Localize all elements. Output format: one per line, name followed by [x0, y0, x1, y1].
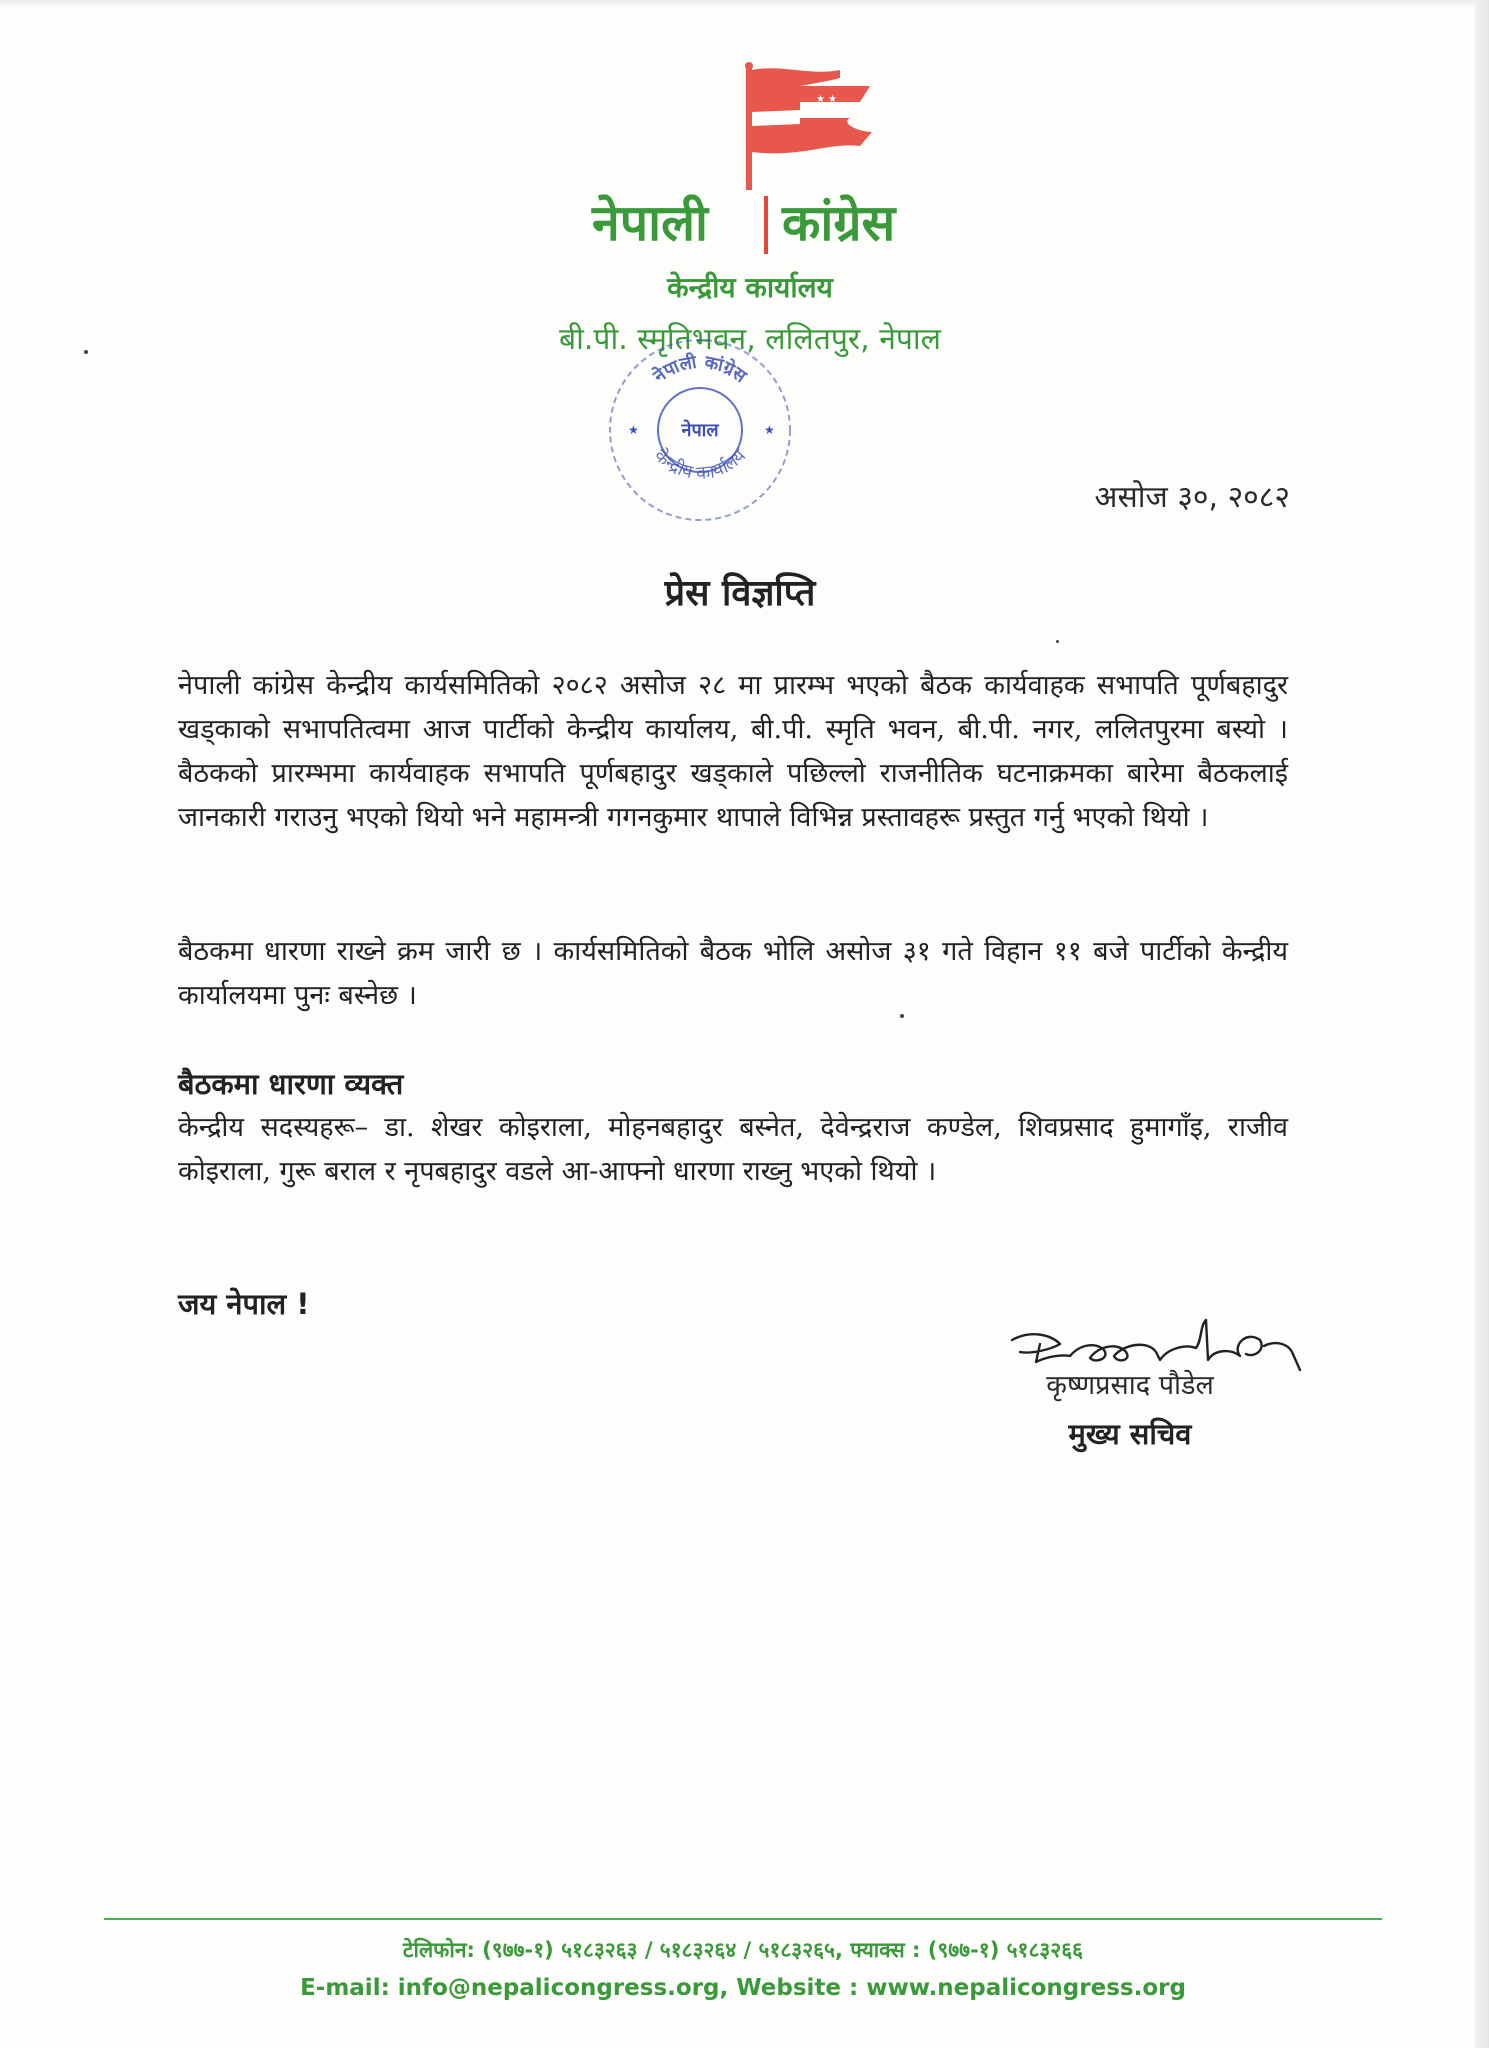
svg-text:★: ★ [810, 104, 819, 115]
org-name-divider [764, 196, 768, 254]
org-name-right: कांग्रेस [782, 194, 896, 252]
official-seal-icon [600, 330, 800, 530]
footer-contact: E-mail: info@nepalicongress.org, Website : www.nepalicongress.org [300, 1975, 1186, 2001]
closing-salutation: जय नेपाल ! [178, 1287, 310, 1321]
scan-speck [84, 350, 88, 354]
org-office: केन्द्रीय कार्यालय [667, 271, 833, 304]
svg-text:★: ★ [828, 94, 837, 105]
document-date: असोज ३०, २०८२ [1094, 480, 1290, 515]
svg-text:★: ★ [628, 423, 639, 437]
svg-text:★: ★ [822, 104, 831, 115]
body-paragraph-1: नेपाली कांग्रेस केन्द्रीय कार्यसमितिको २०८२ असोज २८ मा प्रारम्भ भएको बैठक कार्यवाहक सभापति पूर्णबहादुर खड्काको सभापतित्वमा आज पार्टीको केन्द्रीय कार्यालय, बी.पी. स्मृति भवन, बी.पी. नगर, ललितपुरमा बस्यो । बैठकको प्रारम्भमा कार्यवाहक सभापति पूर्णबहादुर खड्काले पछिल्लो राजनीतिक घटनाक्रमका बारेमा बैठकलाई जानकारी गराउनु भएको थियो भने महामन्त्री गगनकुमार थापाले विभिन्न प्रस्तावहरू प्रस्तुत गर्नु भएको थियो । [178, 670, 1288, 833]
seal-top-text: नेपाली कांग्रेस [649, 351, 751, 388]
seal-bottom-text: केन्द्रीय कार्यालय [649, 445, 751, 485]
signer-name: कृष्णप्रसाद पौडेल [1046, 1370, 1214, 1401]
scan-speck [1056, 640, 1059, 643]
footer-phone: टेलिफोन: (९७७-१) ५१८३२६३ / ५१८३२६४ / ५१८३२६५, फ्याक्स : (९७७-१) ५१८३२६६ [402, 1938, 1084, 1962]
org-address: बी.पी. स्मृतिभवन, ललितपुर, नेपाल [558, 322, 942, 357]
footer-divider [104, 1918, 1382, 1920]
scan-top-edge [0, 0, 1489, 8]
body-paragraph-2: बैठकमा धारणा राख्ने क्रम जारी छ । कार्यसमितिको बैठक भोलि असोज ३१ गते विहान ११ बजे पार्टीको केन्द्रीय कार्यालयमा पुनः बस्नेछ । [178, 936, 1288, 1011]
party-flag-icon [740, 62, 880, 192]
seal-center-text: नेपाल [681, 420, 719, 441]
svg-text:★: ★ [816, 94, 825, 105]
org-name [560, 188, 940, 258]
section-subheading: बैठकमा धारणा व्यक्त [178, 1067, 404, 1101]
body-paragraph-3: केन्द्रीय सदस्यहरू– डा. शेखर कोइराला, मोहनबहादुर बस्नेत, देवेन्द्रराज कण्डेल, शिवप्रसाद हुमागाँइ, राजीव कोइराला, गुरू बराल र नृपबहादुर वडले आ-आफ्नो धारणा राख्नु भएको थियो । [178, 1112, 1288, 1187]
document-title: प्रेस विज्ञप्ति [664, 573, 816, 614]
signer-title: मुख्य सचिव [1068, 1417, 1192, 1451]
org-name-left: नेपाली [592, 194, 708, 252]
scan-right-edge [1475, 0, 1489, 2048]
svg-text:★: ★ [764, 423, 775, 437]
svg-text:केन्द्रीय कार्यालय [650, 445, 751, 485]
svg-text:नेपाली कांग्रेस [648, 351, 751, 388]
scan-speck [900, 1014, 904, 1018]
